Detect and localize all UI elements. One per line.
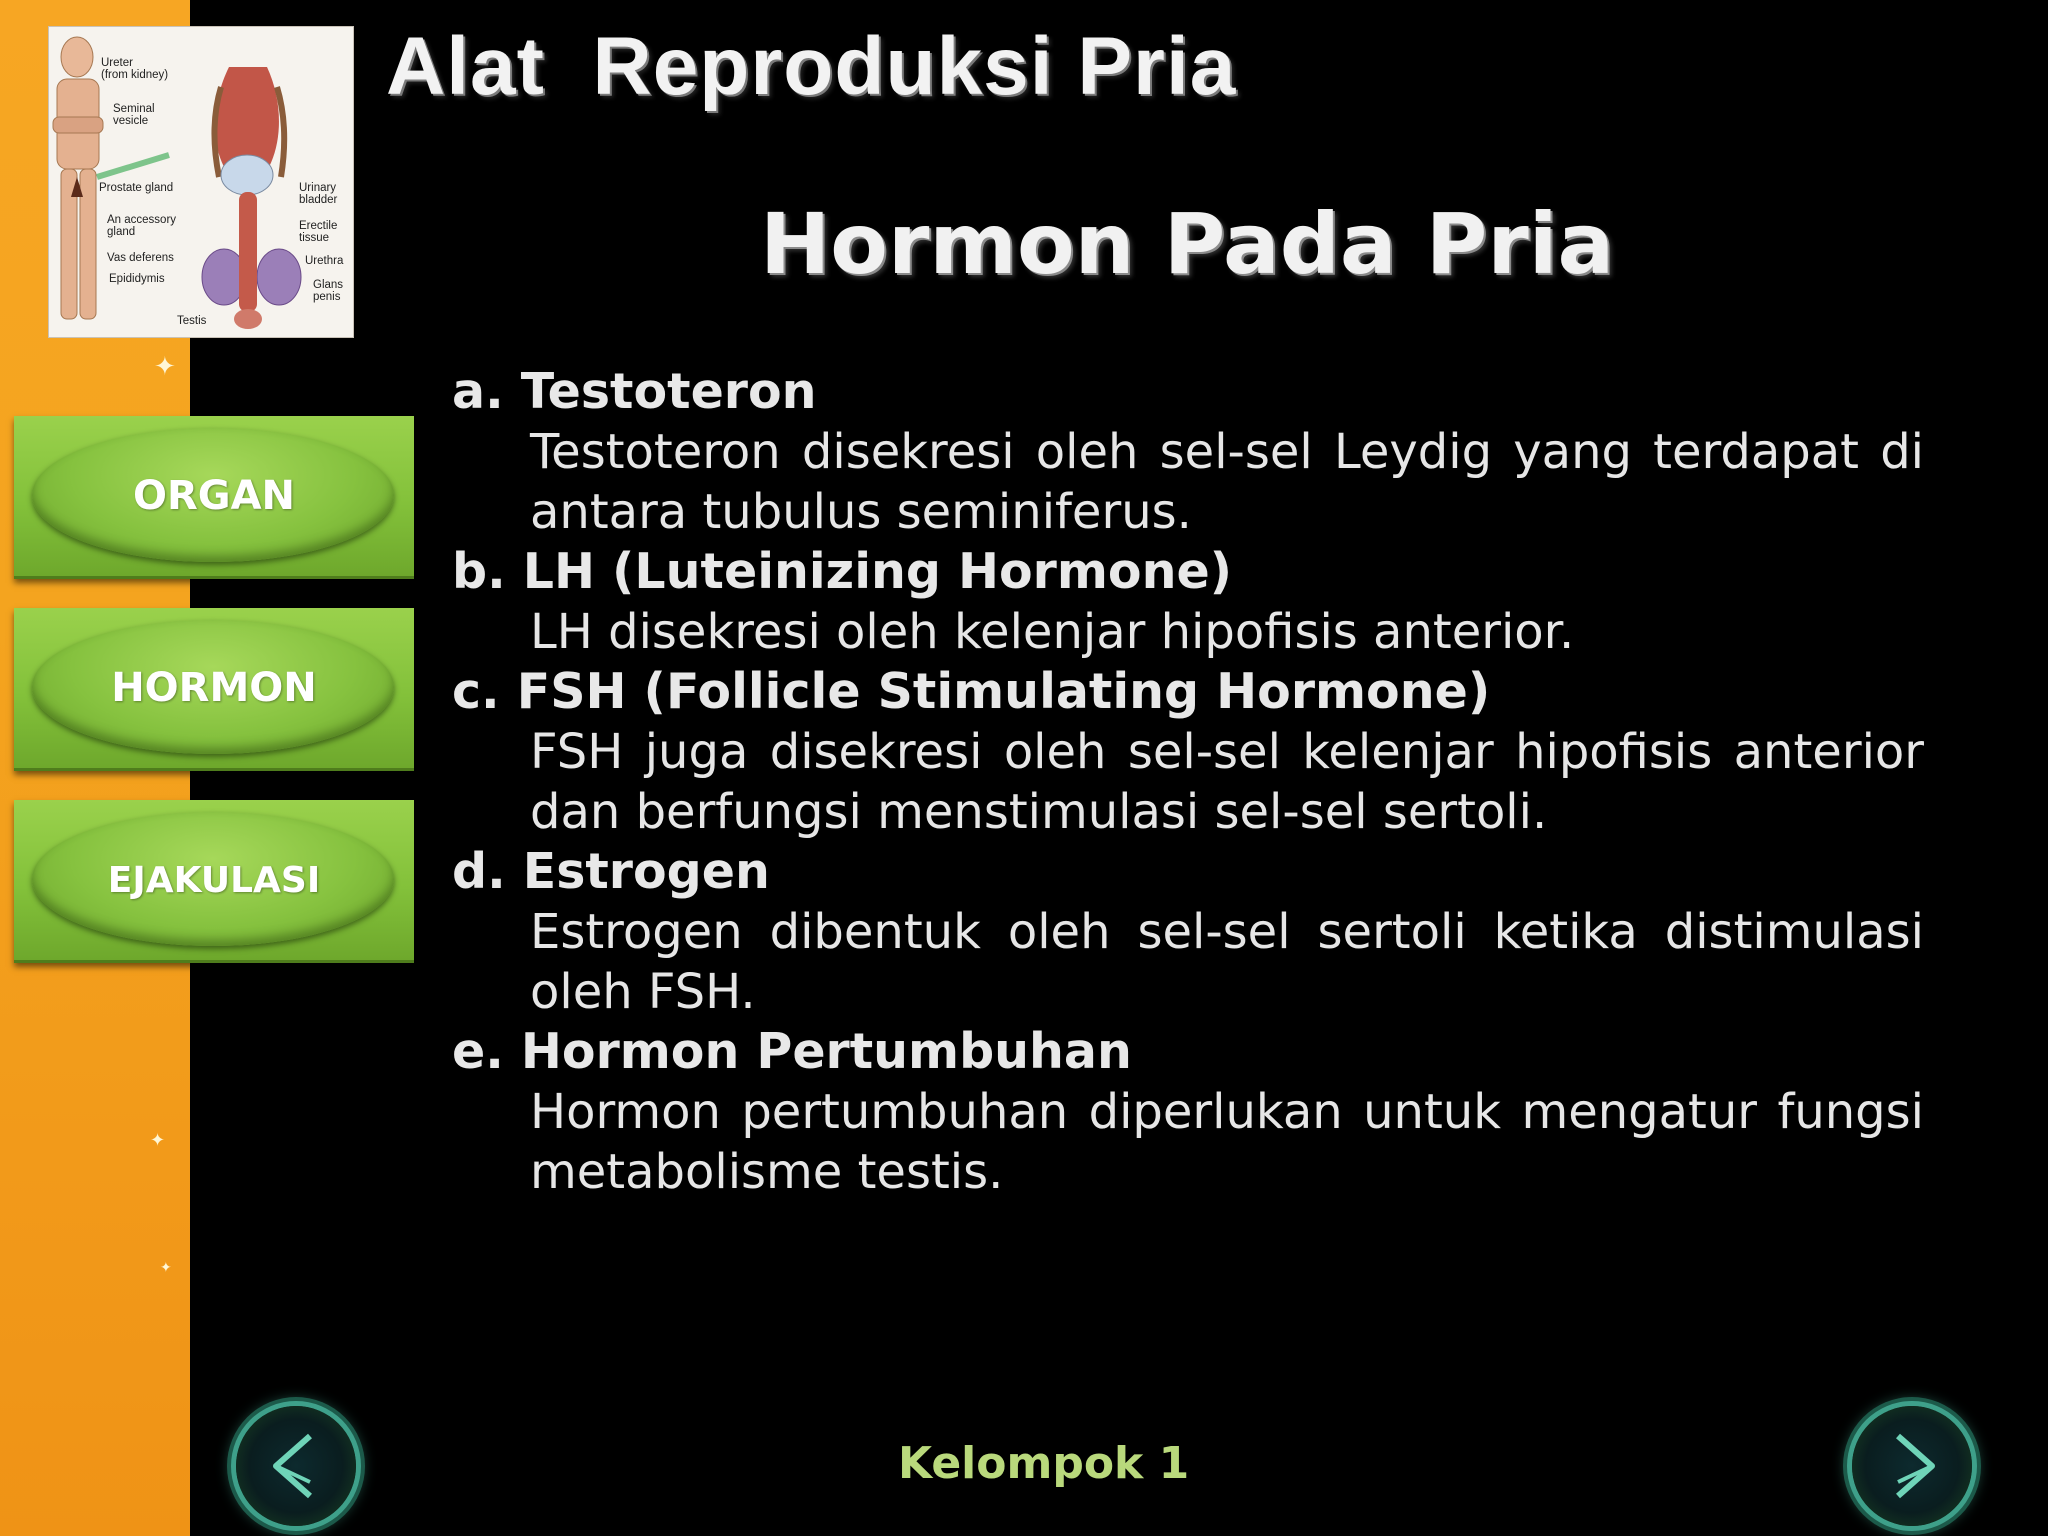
item-text: FSH juga disekresi oleh sel-sel kelenjar hipofisis anterior dan berfungsi menstimulasi sel-sel sertoli. [530,724,1924,840]
item-text: Testoteron disekresi oleh sel-sel Leydig yang terdapat di antara tubulus seminiferus. [530,424,1924,540]
diagram-label: (from kidney) [101,69,169,81]
anatomy-diagram [48,26,354,338]
prev-button[interactable] [236,1406,356,1526]
diagram-label: Urinary [299,182,337,194]
item-title: d. Estrogen [452,843,770,900]
diagram-label: Urethra [305,255,344,267]
diagram-label: vesicle [113,115,149,127]
item-title: b. LH (Luteinizing Hormone) [452,543,1233,600]
hormon-button-label: HORMON [111,665,317,711]
hormone-list [452,362,1924,1202]
diagram-label: Seminal [113,103,155,115]
ejakulasi-button[interactable] [14,800,414,963]
item-text: Estrogen dibentuk oleh sel-sel sertoli ketika distimulasi oleh FSH. [530,904,1924,1020]
item-text: LH disekresi oleh kelenjar hipofisis anterior. [530,604,1575,660]
diagram-label: gland [107,226,136,238]
item-title: e. Hormon Pertumbuhan [452,1023,1132,1080]
section-subtitle: Hormon Pada Pria [760,195,1615,293]
item-title: a. Testoteron [452,363,817,420]
sparkle-icon: ✦ [150,1130,166,1151]
diagram-label: Ureter [101,57,133,69]
diagram-label: Vas deferens [107,252,174,264]
footer-group-label: Kelompok 1 [898,1438,1190,1489]
item-title: c. FSH (Follicle Stimulating Hormone) [452,663,1491,720]
page-title: Alat Reproduksi Pria [386,21,1237,112]
diagram-label: penis [313,291,341,303]
sparkle-icon: ✦ [154,352,176,382]
organ-button-label: ORGAN [132,473,296,519]
diagram-label: Erectile [299,220,338,232]
diagram-label: bladder [299,194,338,206]
next-button[interactable] [1852,1406,1972,1526]
hormon-button[interactable] [14,608,414,771]
organ-button[interactable] [14,416,414,579]
arrow-left-icon [236,1406,356,1526]
diagram-label: An accessory [107,214,177,226]
diagram-label: Glans [313,279,344,291]
sparkle-icon: ✦ [160,1260,172,1276]
diagram-label: Prostate gland [99,182,174,194]
diagram-label: Testis [177,315,207,327]
arrow-right-icon [1852,1406,1972,1526]
ejakulasi-button-label: EJAKULASI [107,859,321,901]
diagram-label: Epididymis [109,273,165,285]
item-text: Hormon pertumbuhan diperlukan untuk mengatur fungsi metabolisme testis. [530,1084,1924,1200]
diagram-label: tissue [299,232,330,244]
